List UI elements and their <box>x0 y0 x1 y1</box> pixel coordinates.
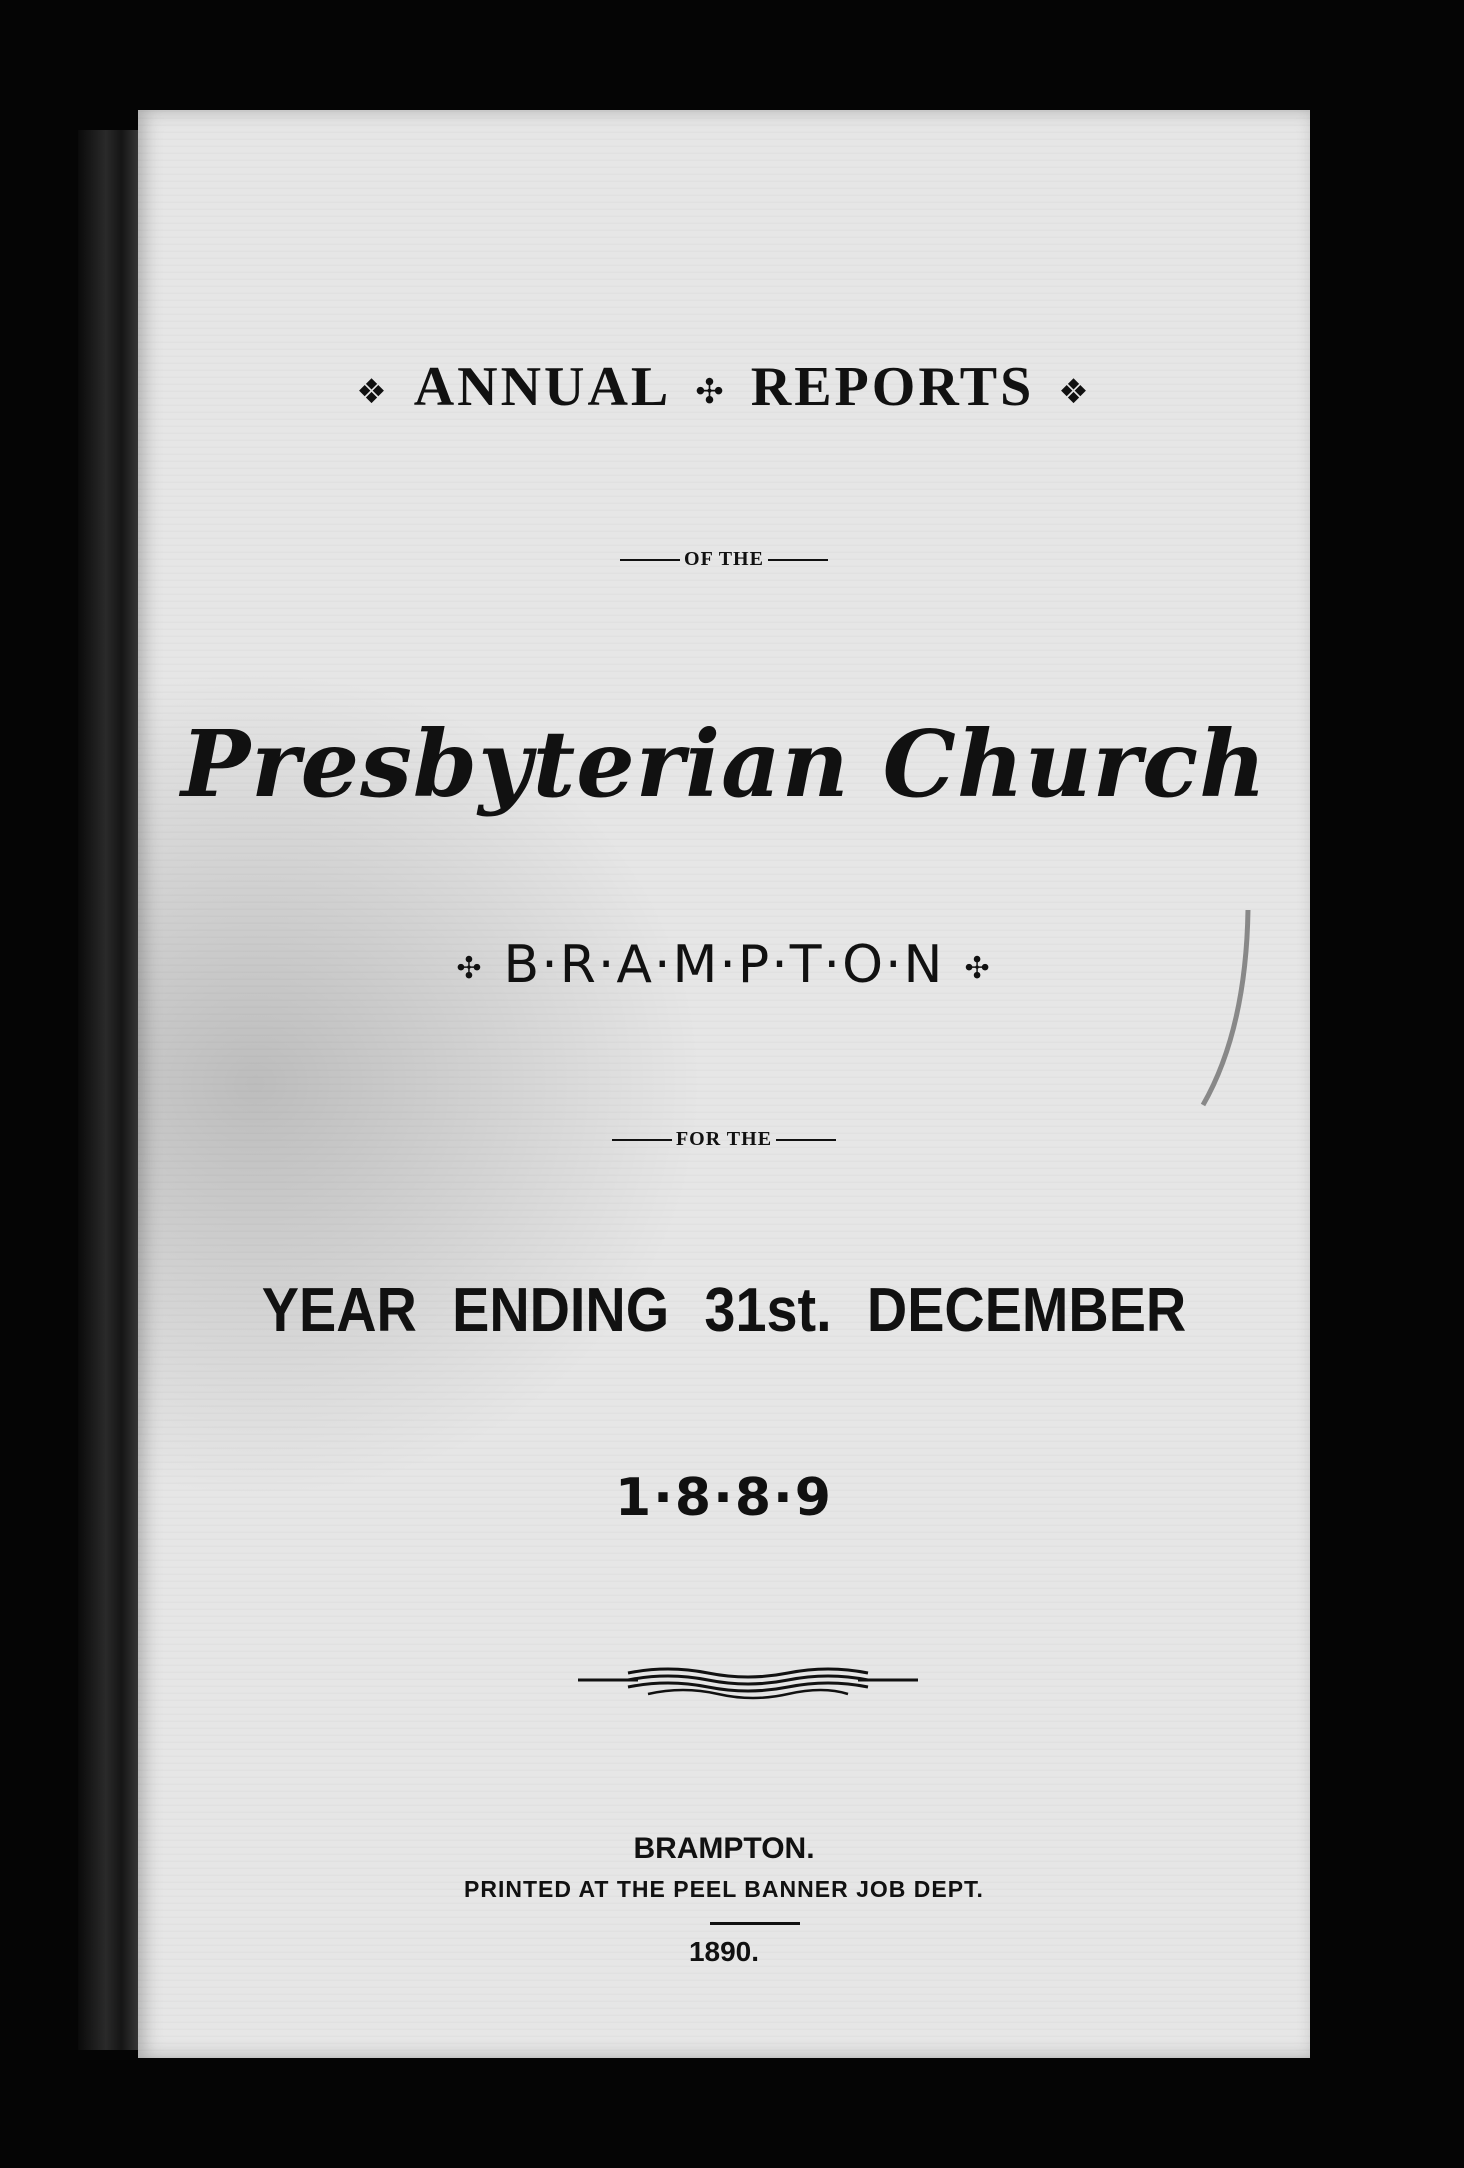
fleuron-icon: ❖ <box>1058 372 1092 413</box>
fleuron-icon: ✣ <box>695 372 727 413</box>
title-reports: REPORTS <box>750 356 1035 418</box>
wavy-rule-ornament <box>578 1655 918 1705</box>
dash-rule <box>776 1139 836 1141</box>
for-the-text: FOR THE <box>675 1128 773 1150</box>
for-the-line <box>138 1128 1310 1151</box>
dash-rule <box>620 559 680 561</box>
imprint-printer: PRINTED AT THE PEEL BANNER JOB DEPT. <box>464 1876 984 1902</box>
imprint-year: 1890. <box>688 1936 760 1967</box>
imprint-rule <box>710 1922 800 1925</box>
town-line <box>138 935 1310 995</box>
church-name: Presbyterian Church <box>180 710 1268 818</box>
fleuron-icon: ✣ <box>456 950 484 986</box>
title-page <box>138 110 1310 2058</box>
of-the-line <box>138 548 1310 571</box>
report-year: 1·8·8·9 <box>615 1468 833 1528</box>
fleuron-icon: ❖ <box>356 372 390 413</box>
dash-rule <box>612 1139 672 1141</box>
book-spine <box>78 130 140 2050</box>
of-the-text: OF THE <box>684 548 764 570</box>
dash-rule <box>768 559 828 561</box>
year-ending-heading: YEAR ENDING 31st. DECEMBER <box>261 1276 1187 1345</box>
fleuron-icon: ✣ <box>964 950 992 986</box>
imprint-place: BRAMPTON. <box>633 1832 815 1865</box>
title-annual: ANNUAL <box>413 356 672 418</box>
town-name: B·R·A·M·P·T·O·N <box>503 935 945 995</box>
paper-scratch-mark <box>1198 910 1258 1110</box>
title-line <box>138 355 1310 419</box>
